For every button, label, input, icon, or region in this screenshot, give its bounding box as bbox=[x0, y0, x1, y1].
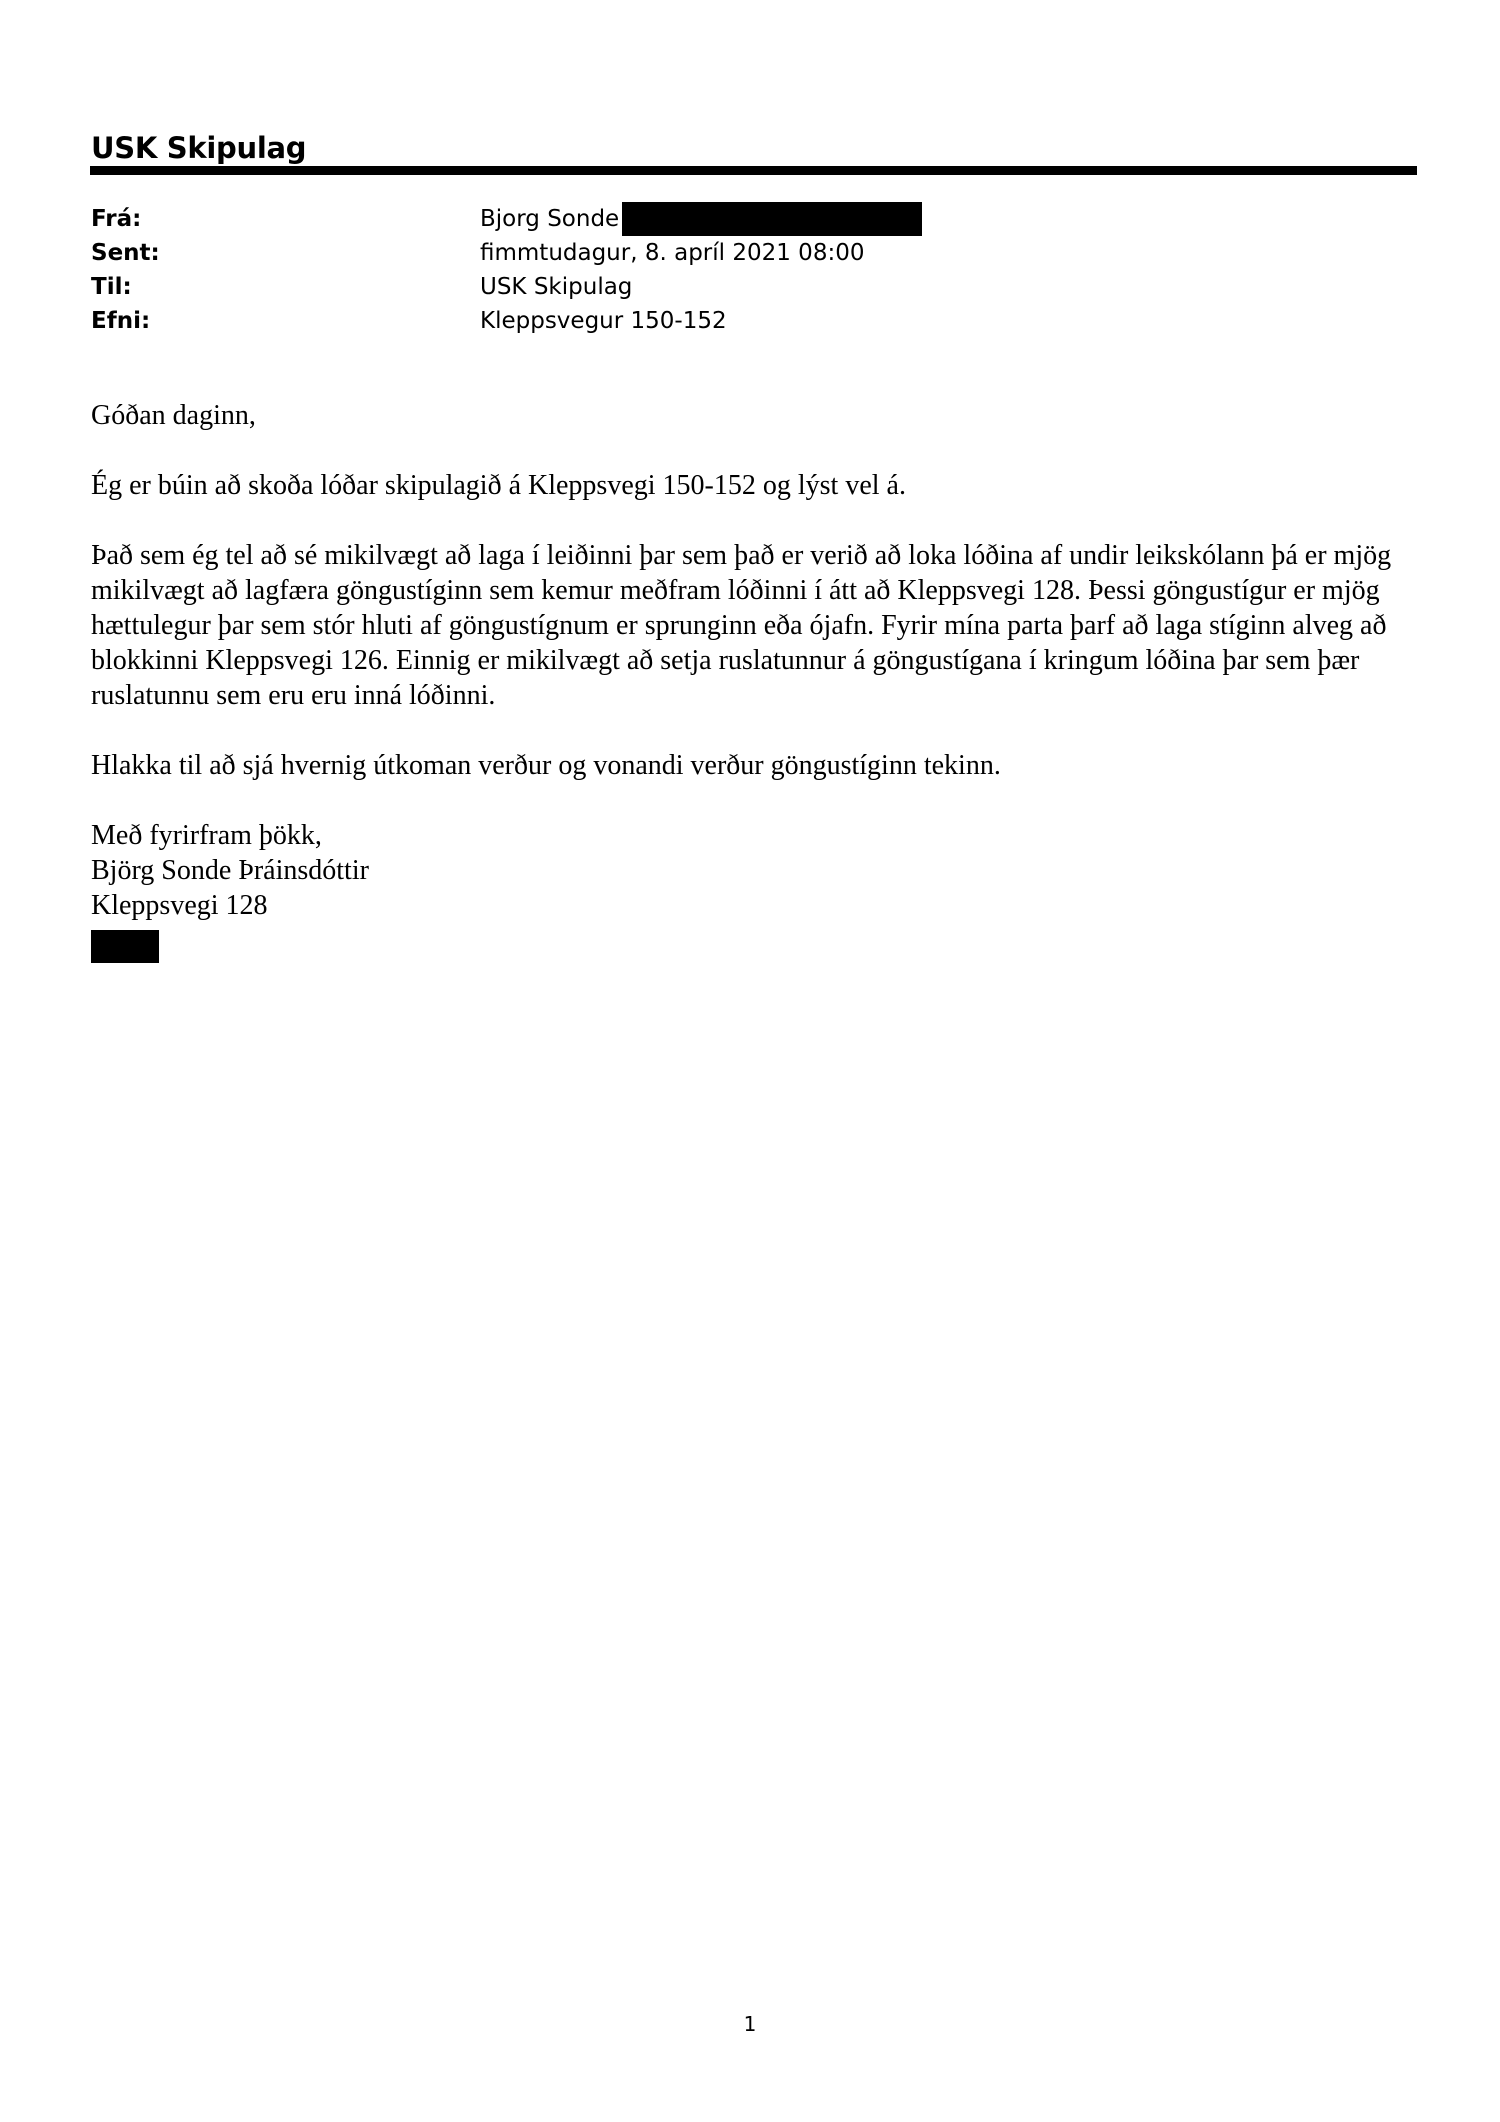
to-value: USK Skipulag bbox=[480, 274, 633, 300]
redacted-signature-block bbox=[91, 930, 159, 963]
subject-label: Efni: bbox=[91, 308, 151, 334]
closing: Með fyrirfram þökk, bbox=[91, 820, 322, 851]
header-sent-row bbox=[91, 236, 1391, 270]
subject-value: Kleppsvegur 150-152 bbox=[480, 308, 727, 334]
from-value-wrap bbox=[480, 202, 922, 236]
to-label: Til: bbox=[91, 274, 132, 300]
message-paragraph: Hlakka til að sjá hvernig útkoman verður og vonandi verður göngustíginn tekinn. bbox=[91, 750, 1001, 781]
message-paragraph: Það sem ég tel að sé mikilvægt að laga í leiðinni þar sem það er verið að loka lóðina af undir leikskólann þá er mjög mikilvægt að lagfæra göngustíginn sem kemur meðfram lóðinni í átt að Kleppsvegi 128. Þessi göngustígur er mjög hættulegur þar sem stór hluti af göngustígnum er sprunginn eða ójafn. Fyrir mína parta þarf að laga stíginn alveg að blokkinni Kleppsvegi 126. Einnig er mikilvægt að setja ruslatunnur á göngustígana í kringum lóðina þar sem þær ruslatunnu sem eru eru inná lóðinni. bbox=[91, 540, 1392, 711]
from-value: Bjorg Sonde bbox=[480, 206, 620, 232]
message-body bbox=[91, 398, 1431, 923]
sent-label: Sent: bbox=[91, 240, 160, 266]
signoff bbox=[91, 818, 1431, 923]
signature-address: Kleppsvegi 128 bbox=[91, 890, 268, 921]
mailbox-title: USK Skipulag bbox=[91, 131, 307, 165]
page-number: 1 bbox=[743, 2012, 757, 2036]
from-label: Frá: bbox=[91, 206, 142, 232]
sent-value: fimmtudagur, 8. apríl 2021 08:00 bbox=[480, 240, 865, 266]
title-divider bbox=[90, 166, 1417, 175]
header-to-row bbox=[91, 270, 1391, 304]
signature-name: Björg Sonde Þráinsdóttir bbox=[91, 855, 369, 886]
header-from-row bbox=[91, 202, 1391, 236]
redacted-email-block bbox=[622, 202, 922, 236]
message-paragraph: Ég er búin að skoða lóðar skipulagið á Kleppsvegi 150-152 og lýst vel á. bbox=[91, 470, 906, 501]
header-subject-row bbox=[91, 304, 1391, 338]
greeting: Góðan daginn, bbox=[91, 400, 256, 431]
